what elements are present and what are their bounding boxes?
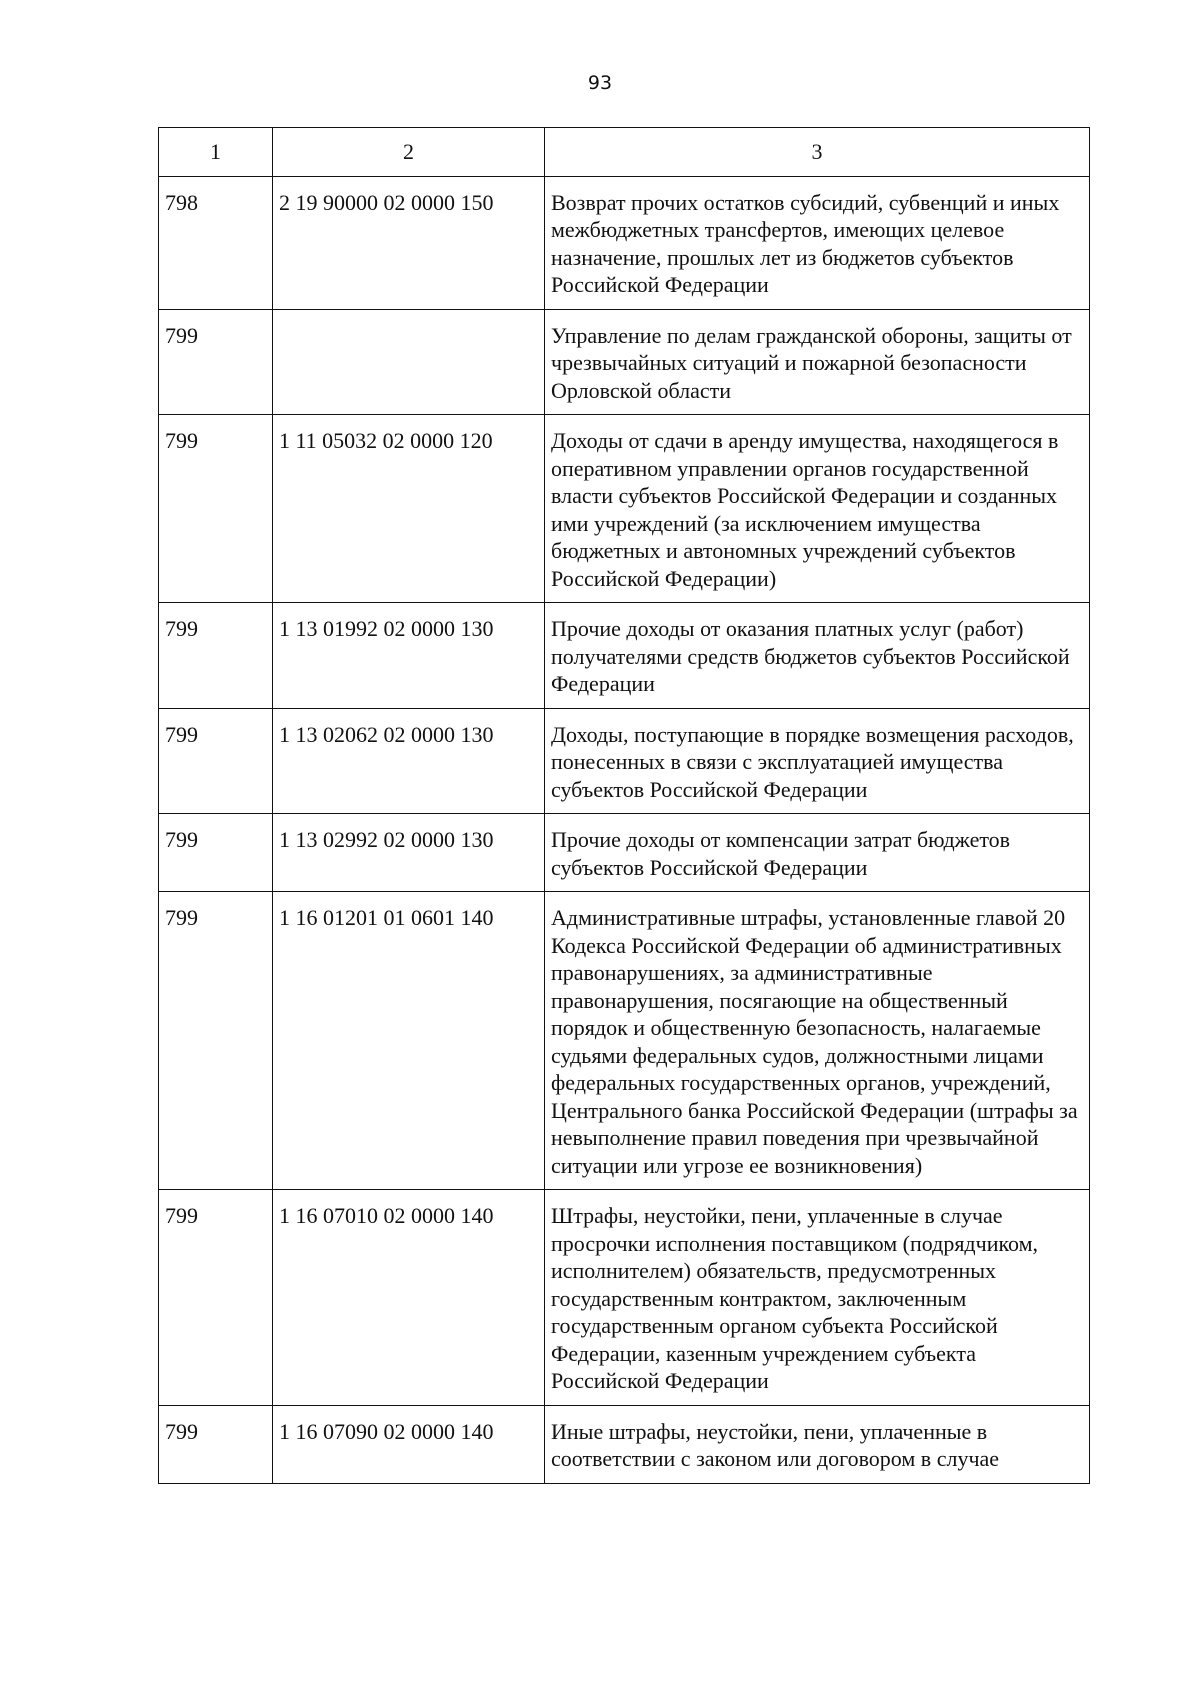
description-cell: Доходы от сдачи в аренду имущества, находящегося в оперативном управлении органов государственной власти субъектов Российской Федерации и созданных ими учреждений (за исключением имущества бюджетных и автономных учреждений субъектов Российской Федерации) bbox=[545, 415, 1090, 603]
table-row bbox=[159, 708, 1090, 814]
admin-code-cell: 799 bbox=[159, 309, 273, 415]
table-row bbox=[159, 1190, 1090, 1406]
table-row bbox=[159, 603, 1090, 709]
table-row bbox=[159, 814, 1090, 892]
table-row bbox=[159, 892, 1090, 1190]
description-cell: Административные штрафы, установленные главой 20 Кодекса Российской Федерации об административных правонарушениях, за административные правонарушения, посягающие на общественный порядок и общественную безопасность, налагаемые судьями федеральных судов, должностными лицами федеральных государственных органов, учреждений, Центрального банка Российской Федерации (штрафы за невыполнение правил поведения при чрезвычайной ситуации или угрозе ее возникновения) bbox=[545, 892, 1090, 1190]
table-row bbox=[159, 309, 1090, 415]
description-cell: Иные штрафы, неустойки, пени, уплаченные в соответствии с законом или договором в случае bbox=[545, 1405, 1090, 1483]
page-number: 93 bbox=[587, 72, 613, 94]
table-header-row bbox=[159, 128, 1090, 177]
description-cell: Управление по делам гражданской обороны, защиты от чрезвычайных ситуаций и пожарной безопасности Орловской области bbox=[545, 309, 1090, 415]
column-header-1: 1 bbox=[159, 128, 273, 177]
budget-code-cell: 1 13 01992 02 0000 130 bbox=[273, 603, 545, 709]
description-cell: Прочие доходы от компенсации затрат бюджетов субъектов Российской Федерации bbox=[545, 814, 1090, 892]
budget-code-cell: 1 16 07010 02 0000 140 bbox=[273, 1190, 545, 1406]
column-header-2: 2 bbox=[273, 128, 545, 177]
table-row bbox=[159, 176, 1090, 309]
admin-code-cell: 799 bbox=[159, 1190, 273, 1406]
admin-code-cell: 799 bbox=[159, 603, 273, 709]
table-row bbox=[159, 415, 1090, 603]
admin-code-cell: 799 bbox=[159, 892, 273, 1190]
budget-code-cell: 1 11 05032 02 0000 120 bbox=[273, 415, 545, 603]
admin-code-cell: 799 bbox=[159, 814, 273, 892]
admin-code-cell: 799 bbox=[159, 708, 273, 814]
admin-code-cell: 799 bbox=[159, 415, 273, 603]
admin-code-cell: 799 bbox=[159, 1405, 273, 1483]
description-cell: Возврат прочих остатков субсидий, субвенций и иных межбюджетных трансфертов, имеющих целевое назначение, прошлых лет из бюджетов субъектов Российской Федерации bbox=[545, 176, 1090, 309]
description-cell: Штрафы, неустойки, пени, уплаченные в случае просрочки исполнения поставщиком (подрядчиком, исполнителем) обязательств, предусмотренных государственным контрактом, заключенным государственным органом субъекта Российской Федерации, казенным учреждением субъекта Российской Федерации bbox=[545, 1190, 1090, 1406]
budget-code-cell: 1 13 02062 02 0000 130 bbox=[273, 708, 545, 814]
budget-code-cell: 2 19 90000 02 0000 150 bbox=[273, 176, 545, 309]
revenue-codes-table bbox=[158, 127, 1090, 1484]
admin-code-cell: 798 bbox=[159, 176, 273, 309]
description-cell: Прочие доходы от оказания платных услуг (работ) получателями средств бюджетов субъектов Российской Федерации bbox=[545, 603, 1090, 709]
table-row bbox=[159, 1405, 1090, 1483]
description-cell: Доходы, поступающие в порядке возмещения расходов, понесенных в связи с эксплуатацией имущества субъектов Российской Федерации bbox=[545, 708, 1090, 814]
column-header-3: 3 bbox=[545, 128, 1090, 177]
budget-code-cell bbox=[273, 309, 545, 415]
budget-code-cell: 1 16 07090 02 0000 140 bbox=[273, 1405, 545, 1483]
budget-code-cell: 1 13 02992 02 0000 130 bbox=[273, 814, 545, 892]
budget-code-cell: 1 16 01201 01 0601 140 bbox=[273, 892, 545, 1190]
